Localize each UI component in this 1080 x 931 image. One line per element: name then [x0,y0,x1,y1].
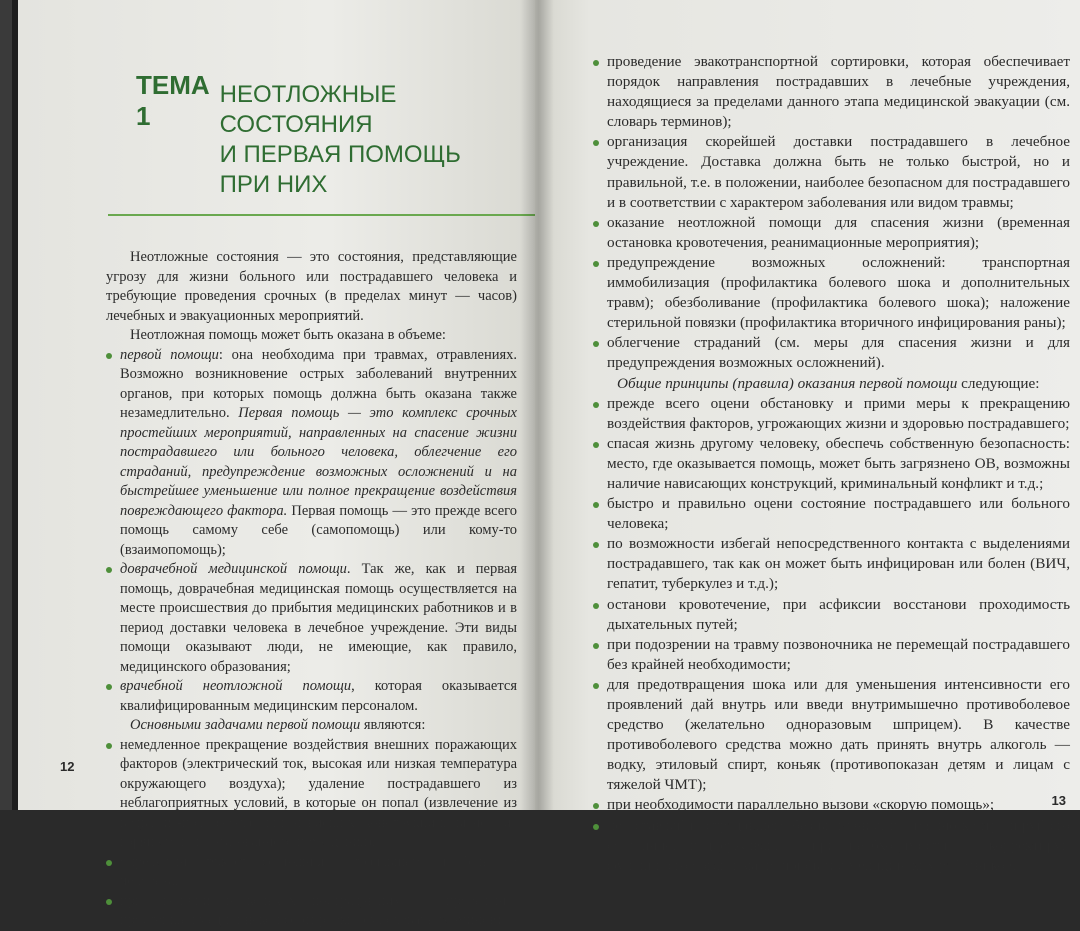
left-body [88,216,517,931]
item-text: , которая оказывается квалифицированным медицинским персоналом. [120,678,517,714]
list-item: останови кровотечение, при асфиксии восстанови проходимость дыхательных путей; [593,595,1070,635]
principles-lead [617,374,1070,394]
volume-list [106,346,517,717]
tasks-lead-italic: Основными задачами первой помощи [130,717,361,733]
principles-lead-tail: следующие: [957,374,1040,392]
tasks-list [106,736,517,931]
list-item: организация скорейшей доставки пострадавшего в лечебное учреждение. Доставка должна быть не только быстрой, но и правильной, т.е. в положении, наиболее безопасном для пострадавшего и в соответствии с характером заболевания или видом травмы; [593,132,1070,212]
item-text: : она необходима при травмах, отравлениях. Возможно возникновение острых заболеваний внутренних органов, при которых помощь должна быть оказана также незамедлительно. [120,346,518,421]
page-number-left: 12 [60,759,75,774]
list-item: не оставляй пострадавшего без внимания, постоянно контролируй его состояние; поддерживай, а при необходимости — корректируй функции его организма до прибытия медицинских работников; [593,816,1070,876]
list-item: определение тяжести состояния пострадавшего или больного человека; [106,853,517,892]
list-item: при наличии нескольких пострадавших — проведение простейшей медицинской сортировки (см. словарь терминов); [106,892,517,931]
intro-paragraph: Неотложные состояния — это состояния, представляющие угрозу для жизни больного или пострадавшего человека и требующие проведения срочных (в пределах минут — часов) лечебных и эвакуационных мероприятий. [106,249,517,324]
topic-title-line2: И ПЕРВАЯ ПОМОЩЬ ПРИ НИХ [219,141,461,198]
list-item: прежде всего оцени обстановку и прими меры к прекращению воздействия факторов, угрожающих жизни и здоровью пострадавшего; [593,394,1070,434]
list-item: облегчение страданий (см. меры для спасения жизни и для предупреждения возможных осложнений). [593,333,1070,373]
definition: Первая помощь — это комплекс срочных простейших мероприятий, направленных на спасение жизни пострадавшего или больного человека, облегчение его страданий, предупреждение возможных осложнений и на быстрейшее уменьшение или полное прекращение воздействия повреждающего фактора. [120,405,517,519]
list-item: по возможности избегай непосредственного контакта с выделениями пострадавшего, так как он может быть инфицирован или болен (ВИЧ, гепатит, туберкулез и т.д.); [593,534,1070,594]
list-item: при подозрении на травму позвоночника не перемещай пострадавшего без крайней необходимости; [593,635,1070,675]
topic-title [220,80,517,200]
list-item: немедленное прекращение воздействия внешних поражающих факторов (электрический ток, высокая или низкая температура окружающего воздуха); удаление пострадавшего из неблагоприятных условий, в которые он попал (извлечение из воды, из-под завала или нависших конструкций, вынос из горящего или загазованного помещения); [106,736,517,853]
list-item [106,677,517,716]
principles-list [593,394,1070,876]
tasks-list-continued [593,52,1070,374]
list-item: проведение эвакотранспортной сортировки, которая обеспечивает порядок направления пострадавших в лечебные учреждения, находящиеся за пределами данного этапа медицинской эвакуации (см. словарь терминов); [593,52,1070,132]
page-number-right: 13 [1051,793,1066,808]
tasks-lead [106,716,517,736]
topic-title-line1: НЕОТЛОЖНЫЕ СОСТОЯНИЯ [219,81,397,138]
topic-header [88,70,517,200]
list-item: предупреждение возможных осложнений: транспортная иммобилизация (профилактика болевого шока и дополнительных травм); обезболивание (профилактика болевого шока); наложение стерильной повязки (профилактика вторичного инфицирования раны); [593,253,1070,333]
list-item: быстро и правильно оцени состояние пострадавшего или больного человека; [593,494,1070,534]
list-item [106,346,517,561]
term: врачебной неотложной помощи [120,678,352,694]
principles-lead-italic: Общие принципы (правила) оказания первой помощи [617,374,958,392]
topic-number: ТЕМА 1 [136,70,210,131]
list-item: оказание неотложной помощи для спасения жизни (временная остановка кровотечения, реанимационные мероприятия); [593,213,1070,253]
list-item: для предотвращения шока или для уменьшения интенсивности его проявлений дай внутрь или введи внутримышечно противоболевое средство (желательно одноразовым шприцем). В качестве противоболевого средства можно дать принять внутрь алкоголь — водку, этиловый спирт, коньяк (противопоказан детям и лицам с тяжелой ЧМТ); [593,675,1070,796]
left-page [12,0,535,928]
list-item: при необходимости параллельно вызови «скорую помощь»; [593,795,1070,815]
list-item: спасая жизнь другому человеку, обеспечь собственную безопасность: место, где оказывается помощь, может быть загрязнено ОВ, возможны наличие нависающих конструкций, криминальный конфликт и т.д.; [593,434,1070,494]
list-item [106,560,517,677]
term: первой помощи [120,346,219,363]
item-text: . Так же, как и первая помощь, доврачебная медицинская помощь осуществляется на месте происшествия до прибытия медицинских работников и в период доставки человека в лечебное учреждение. Эти виды помощи оказывают люди, не имеющие, как правило, медицинского образования; [120,561,517,675]
term: доврачебной медицинской помощи [120,561,347,577]
right-page [535,0,1080,874]
item-text-tail: Первая помощь — это прежде всего помощь самому себе (самопомощь) или кому-то (взаимопомощь); [120,502,517,558]
volume-lead: Неотложная помощь может быть оказана в объеме: [130,327,446,343]
tasks-lead-tail: являются: [360,717,426,733]
